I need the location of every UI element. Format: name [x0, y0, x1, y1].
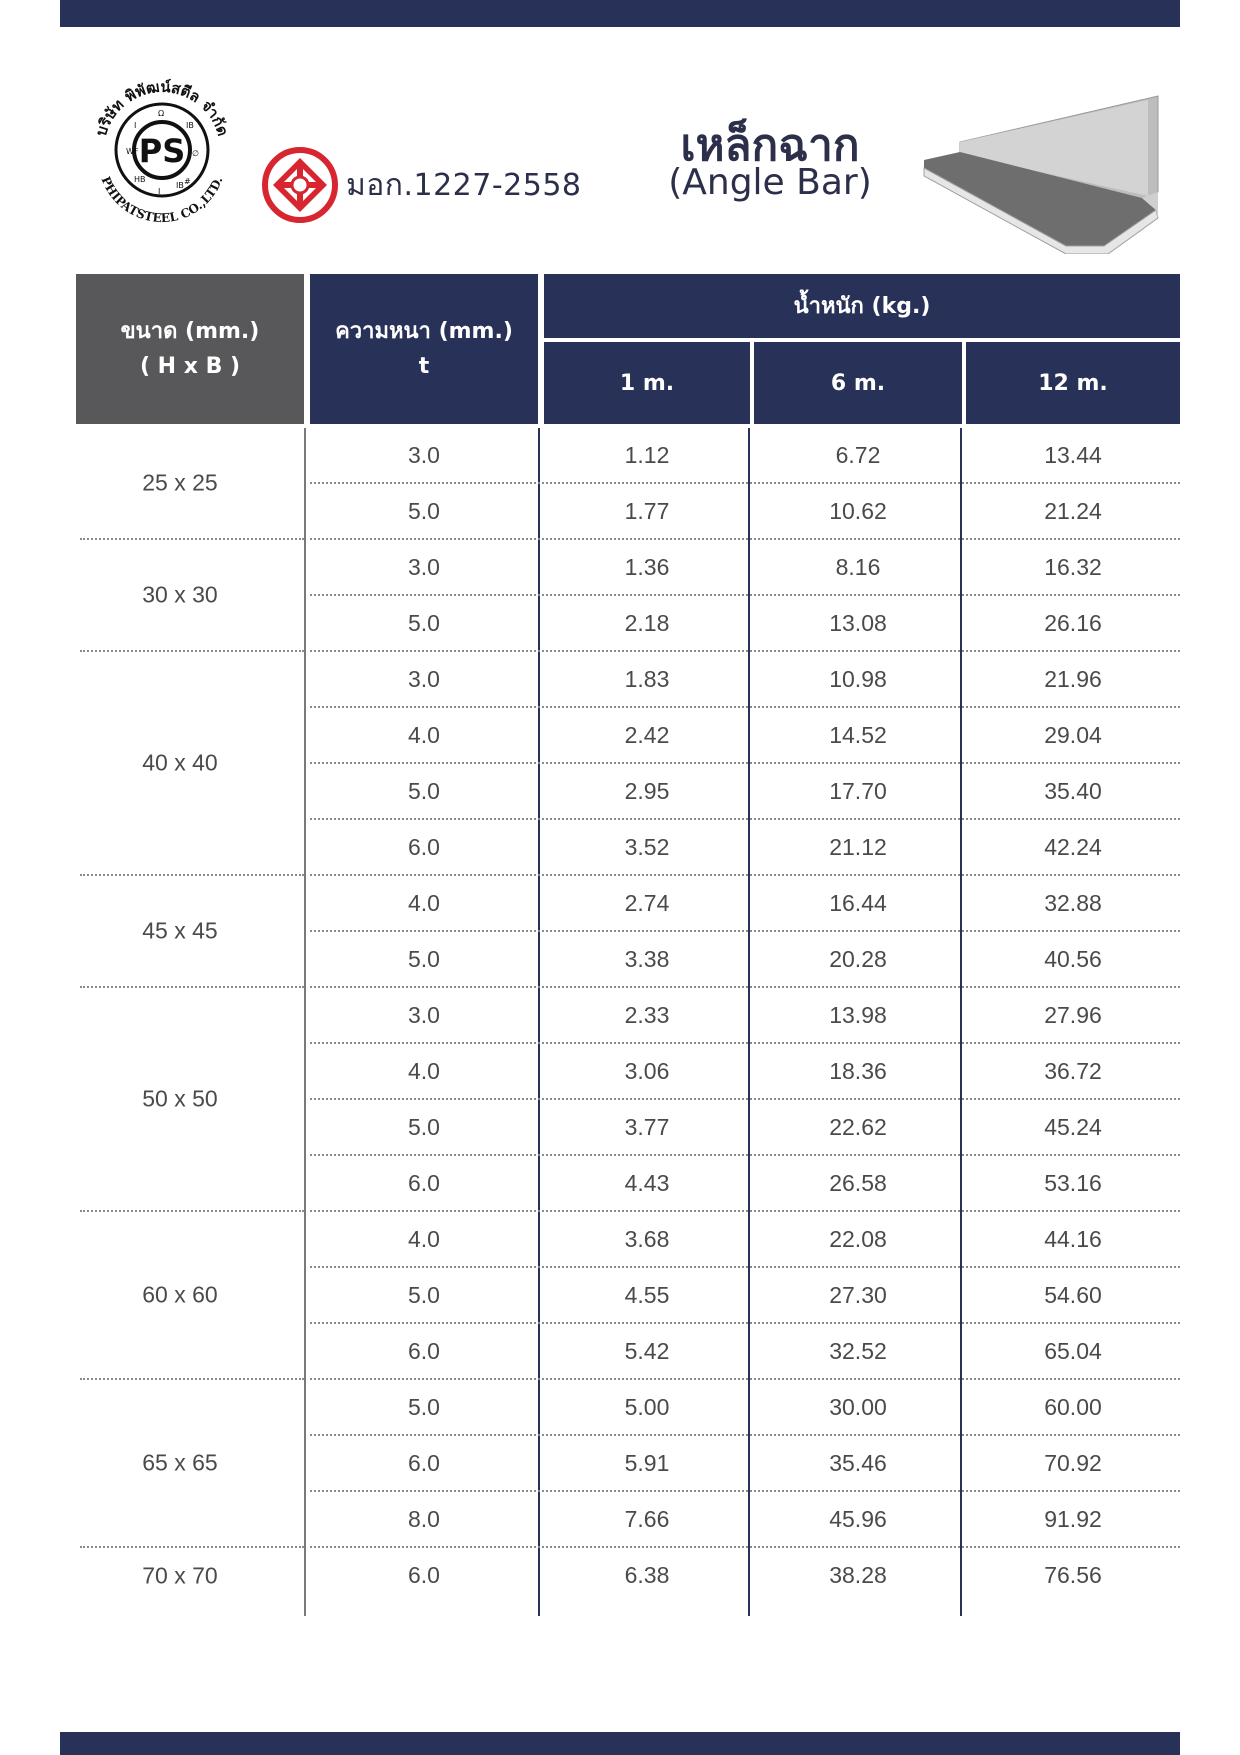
- weight-1m-cell: 1.12: [624, 442, 670, 468]
- weight-6m-cell: 22.08: [829, 1226, 887, 1252]
- weight-6m-cell: 20.28: [829, 946, 887, 972]
- weight-6m-cell: 27.30: [829, 1282, 887, 1308]
- product-title-english: (Angle Bar): [668, 162, 872, 203]
- size-label: 65 x 65: [142, 1449, 218, 1476]
- weight-1m-cell: 1.77: [624, 498, 670, 524]
- table-row: [310, 1436, 1180, 1492]
- header-thickness-symbol: t: [418, 354, 430, 379]
- header-length-12m-label: 12 m.: [1038, 370, 1108, 396]
- weight-12m-cell: 40.56: [1044, 946, 1102, 972]
- weight-6m-cell: 38.28: [829, 1562, 887, 1588]
- tis-standard-mark-icon: [261, 146, 339, 224]
- table-row: [310, 932, 1180, 988]
- thickness-cell: 5.0: [408, 610, 440, 636]
- thickness-cell: 5.0: [408, 1282, 440, 1308]
- thickness-cell: 6.0: [408, 834, 440, 860]
- thickness-cell: 5.0: [408, 1394, 440, 1420]
- column-divider: [304, 428, 306, 1616]
- size-group: [80, 1380, 304, 1548]
- weight-12m-cell: 53.16: [1044, 1170, 1102, 1196]
- svg-text:I: I: [158, 187, 161, 196]
- weight-6m-cell: 13.08: [829, 610, 887, 636]
- size-label: 25 x 25: [142, 469, 218, 496]
- weight-6m-cell: 17.70: [829, 778, 887, 804]
- weight-6m-cell: 18.36: [829, 1058, 887, 1084]
- weight-6m-cell: 13.98: [829, 1002, 887, 1028]
- header-size-label: ขนาด (mm.): [120, 319, 260, 344]
- table-row: [310, 1492, 1180, 1548]
- thickness-cell: 6.0: [408, 1450, 440, 1476]
- weight-6m-cell: 10.98: [829, 666, 887, 692]
- bottom-banner-bar: [60, 1732, 1180, 1755]
- table-row: [310, 540, 1180, 596]
- weight-12m-cell: 29.04: [1044, 722, 1102, 748]
- standard-label: มอก.1227-2558: [346, 168, 582, 203]
- weight-1m-cell: 3.06: [624, 1058, 670, 1084]
- svg-text:∅: ∅: [192, 149, 199, 158]
- product-title-thai: เหล็กฉาก: [680, 120, 860, 171]
- svg-text:#: #: [184, 177, 191, 186]
- weight-12m-cell: 27.96: [1044, 1002, 1102, 1028]
- table-row: [310, 1212, 1180, 1268]
- weight-6m-cell: 30.00: [829, 1394, 887, 1420]
- weight-1m-cell: 2.33: [624, 1002, 670, 1028]
- table-row: [310, 652, 1180, 708]
- weight-6m-cell: 35.46: [829, 1450, 887, 1476]
- header-weight: [544, 274, 1180, 338]
- svg-text:IB: IB: [186, 121, 194, 130]
- header-length-1m: [544, 342, 750, 424]
- weight-12m-cell: 54.60: [1044, 1282, 1102, 1308]
- logo-company-name-english: PHIPATSTEEL CO.,LTD.: [98, 174, 226, 226]
- weight-1m-cell: 4.55: [624, 1282, 670, 1308]
- weight-6m-cell: 6.72: [835, 442, 881, 468]
- weight-1m-cell: 3.52: [624, 834, 670, 860]
- table-row: [310, 1548, 1180, 1604]
- size-group: [80, 1548, 304, 1604]
- header-thickness-label: ความหนา (mm.): [335, 319, 513, 344]
- weight-1m-cell: 2.74: [624, 890, 670, 916]
- thickness-cell: 4.0: [408, 1226, 440, 1252]
- thickness-cell: 8.0: [408, 1506, 440, 1532]
- size-label: 70 x 70: [142, 1562, 218, 1589]
- weight-12m-cell: 21.96: [1044, 666, 1102, 692]
- thickness-cell: 5.0: [408, 946, 440, 972]
- logo-initials: PS: [138, 132, 186, 170]
- weight-6m-cell: 16.44: [829, 890, 887, 916]
- weight-12m-cell: 65.04: [1044, 1338, 1102, 1364]
- thickness-cell: 3.0: [408, 1002, 440, 1028]
- svg-text:IB: IB: [176, 181, 184, 190]
- thickness-cell: 3.0: [408, 442, 440, 468]
- table-row: [310, 988, 1180, 1044]
- weight-1m-cell: 2.42: [624, 722, 670, 748]
- header-length-6m: [754, 342, 962, 424]
- table-row: [310, 1100, 1180, 1156]
- weight-1m-cell: 1.36: [624, 554, 670, 580]
- weight-6m-cell: 8.16: [835, 554, 881, 580]
- table-row: [310, 708, 1180, 764]
- weight-1m-cell: 3.38: [624, 946, 670, 972]
- weight-12m-cell: 26.16: [1044, 610, 1102, 636]
- weight-12m-cell: 44.16: [1044, 1226, 1102, 1252]
- weight-12m-cell: 13.44: [1044, 442, 1102, 468]
- size-label: 60 x 60: [142, 1281, 218, 1308]
- thickness-cell: 5.0: [408, 498, 440, 524]
- size-group: [80, 1212, 304, 1380]
- size-group: [80, 988, 304, 1212]
- weight-6m-cell: 45.96: [829, 1506, 887, 1532]
- size-label: 50 x 50: [142, 1085, 218, 1112]
- size-label: 30 x 30: [142, 581, 218, 608]
- thickness-cell: 4.0: [408, 722, 440, 748]
- svg-text:PHIPATSTEEL CO.,LTD.: [99, 174, 226, 225]
- size-group: [80, 428, 304, 540]
- weight-1m-cell: 3.68: [624, 1226, 670, 1252]
- weight-1m-cell: 5.91: [624, 1450, 670, 1476]
- top-banner-bar: [60, 0, 1180, 27]
- table-row: [310, 876, 1180, 932]
- size-label: 45 x 45: [142, 917, 218, 944]
- header-length-1m-label: 1 m.: [619, 370, 675, 396]
- weight-12m-cell: 60.00: [1044, 1394, 1102, 1420]
- weight-12m-cell: 32.88: [1044, 890, 1102, 916]
- svg-text:Ω: Ω: [158, 109, 165, 118]
- thickness-cell: 6.0: [408, 1562, 440, 1588]
- table-row: [310, 1380, 1180, 1436]
- weight-6m-cell: 22.62: [829, 1114, 887, 1140]
- weight-1m-cell: 1.83: [624, 666, 670, 692]
- weight-6m-cell: 14.52: [829, 722, 887, 748]
- weight-1m-cell: 5.42: [624, 1338, 670, 1364]
- weight-12m-cell: 45.24: [1044, 1114, 1102, 1140]
- weight-1m-cell: 5.00: [624, 1394, 670, 1420]
- weight-12m-cell: 21.24: [1044, 498, 1102, 524]
- weight-1m-cell: 3.77: [624, 1114, 670, 1140]
- table-row: [310, 764, 1180, 820]
- thickness-cell: 3.0: [408, 554, 440, 580]
- thickness-cell: 6.0: [408, 1170, 440, 1196]
- table-row: [310, 596, 1180, 652]
- weight-6m-cell: 26.58: [829, 1170, 887, 1196]
- size-group: [80, 652, 304, 876]
- thickness-cell: 5.0: [408, 778, 440, 804]
- svg-text:WF: WF: [126, 147, 139, 156]
- weight-12m-cell: 91.92: [1044, 1506, 1102, 1532]
- weight-12m-cell: 16.32: [1044, 554, 1102, 580]
- thickness-cell: 4.0: [408, 1058, 440, 1084]
- weight-1m-cell: 7.66: [624, 1506, 670, 1532]
- table-row: [310, 484, 1180, 540]
- company-seal-logo: [84, 72, 240, 228]
- weight-6m-cell: 21.12: [829, 834, 887, 860]
- logo-company-name-thai: บริษัท พิพัฒน์สตีล จำกัด: [91, 77, 233, 139]
- thickness-cell: 6.0: [408, 1338, 440, 1364]
- header-weight-label: น้ำหนัก (kg.): [793, 293, 931, 319]
- weight-6m-cell: 32.52: [829, 1338, 887, 1364]
- weight-1m-cell: 4.43: [624, 1170, 670, 1196]
- weight-1m-cell: 2.18: [624, 610, 670, 636]
- thickness-cell: 3.0: [408, 666, 440, 692]
- table-row: [310, 1324, 1180, 1380]
- header-length-12m: [966, 342, 1180, 424]
- weight-6m-cell: 10.62: [829, 498, 887, 524]
- table-row: [310, 428, 1180, 484]
- weight-12m-cell: 70.92: [1044, 1450, 1102, 1476]
- thickness-cell: 5.0: [408, 1114, 440, 1140]
- header-length-6m-label: 6 m.: [830, 370, 886, 396]
- table-row: [310, 1156, 1180, 1212]
- weight-12m-cell: 35.40: [1044, 778, 1102, 804]
- weight-12m-cell: 36.72: [1044, 1058, 1102, 1084]
- table-row: [310, 820, 1180, 876]
- table-row: [310, 1268, 1180, 1324]
- header-size-dimension: ( H x B ): [139, 354, 241, 379]
- size-group: [80, 876, 304, 988]
- size-group: [80, 540, 304, 652]
- weight-1m-cell: 2.95: [624, 778, 670, 804]
- weight-12m-cell: 76.56: [1044, 1562, 1102, 1588]
- angle-bar-illustration: [920, 92, 1170, 254]
- size-label: 40 x 40: [142, 749, 218, 776]
- thickness-cell: 4.0: [408, 890, 440, 916]
- header-size: [76, 274, 304, 424]
- svg-text:I: I: [134, 121, 137, 130]
- weight-12m-cell: 42.24: [1044, 834, 1102, 860]
- svg-text:HB: HB: [134, 175, 146, 184]
- weight-1m-cell: 6.38: [624, 1562, 670, 1588]
- header-thickness: [310, 274, 538, 424]
- table-row: [310, 1044, 1180, 1100]
